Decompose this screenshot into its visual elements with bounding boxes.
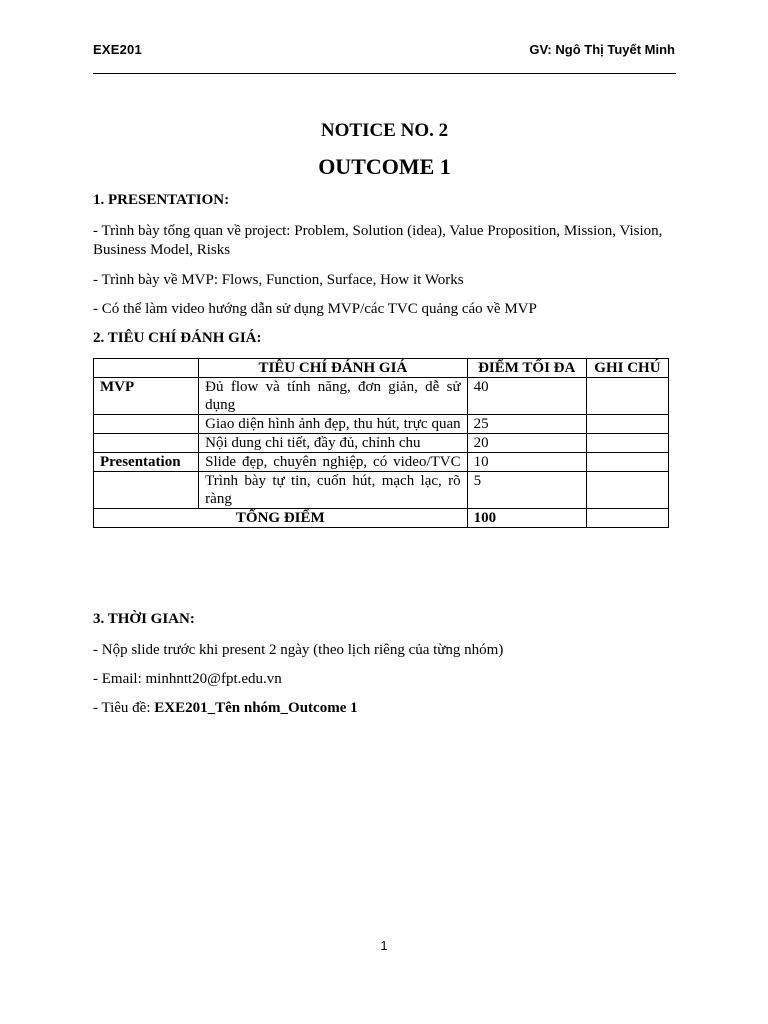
table-row (94, 472, 669, 509)
criteria-cell: Trình bày tự tin, cuốn hút, mạch lạc, rõ ràng (199, 472, 467, 509)
group-cell (94, 472, 199, 509)
table-row (94, 453, 669, 472)
max-score-cell: 25 (467, 415, 586, 434)
course-code: EXE201 (93, 42, 142, 57)
header-divider (93, 73, 676, 74)
time-heading: 3. THỜI GIAN: (93, 611, 195, 627)
note-cell (586, 453, 668, 472)
note-column-header: GHI CHÚ (586, 359, 668, 378)
table-row (94, 415, 669, 434)
total-note-cell (586, 509, 668, 528)
note-cell (586, 415, 668, 434)
table-row (94, 378, 669, 415)
presentation-heading: 1. PRESENTATION: (93, 192, 230, 208)
submit-deadline: - Nộp slide trước khi present 2 ngày (theo lịch riêng của từng nhóm) (93, 642, 504, 658)
group-column-header (94, 359, 199, 378)
lecturer-name: GV: Ngô Thị Tuyết Minh (529, 42, 675, 57)
criteria-cell: Giao diện hình ảnh đẹp, thu hút, trực quan (199, 415, 467, 434)
note-cell (586, 472, 668, 509)
max-score-cell: 40 (467, 378, 586, 415)
presentation-item: - Trình bày về MVP: Flows, Function, Surface, How it Works (93, 272, 464, 288)
criteria-table (93, 358, 669, 528)
note-cell (586, 434, 668, 453)
table-header-row (94, 359, 669, 378)
max-score-cell: 20 (467, 434, 586, 453)
group-cell: Presentation (94, 453, 199, 472)
subject-line (93, 699, 676, 718)
presentation-item: - Có thể làm video hướng dẫn sử dụng MVP/các TVC quảng cáo về MVP (93, 301, 537, 317)
notice-title: NOTICE NO. 2 (320, 120, 449, 141)
subject-value: EXE201_Tên nhóm_Outcome 1 (154, 700, 358, 716)
criteria-cell: Slide đẹp, chuyên nghiệp, có video/TVC (199, 453, 467, 472)
table-row (94, 434, 669, 453)
email-line: - Email: minhntt20@fpt.edu.vn (93, 671, 282, 687)
criteria-cell: Nội dung chi tiết, đầy đủ, chỉnh chu (199, 434, 467, 453)
total-label: TỔNG ĐIỂM (94, 509, 468, 528)
criteria-heading: 2. TIÊU CHÍ ĐÁNH GIÁ: (93, 330, 262, 346)
group-cell (94, 415, 199, 434)
page-number: 1 (380, 938, 388, 953)
group-cell (94, 434, 199, 453)
subject-prefix: - Tiêu đề: (93, 700, 155, 716)
criteria-column-header: TIÊU CHÍ ĐÁNH GIÁ (199, 359, 467, 378)
outcome-title: OUTCOME 1 (318, 154, 451, 179)
group-cell: MVP (94, 378, 199, 415)
max-score-cell: 5 (467, 472, 586, 509)
total-row (94, 509, 669, 528)
max-score-cell: 10 (467, 453, 586, 472)
note-cell (586, 378, 668, 415)
total-value: 100 (467, 509, 586, 528)
presentation-item: - Trình bày tổng quan về project: Problem, Solution (idea), Value Proposition, Mission, Vision, Business Model, Risks (93, 223, 663, 258)
max-score-column-header: ĐIỂM TỐI ĐA (467, 359, 586, 378)
criteria-cell: Đủ flow và tính năng, đơn giản, dễ sử dụng (199, 378, 467, 415)
